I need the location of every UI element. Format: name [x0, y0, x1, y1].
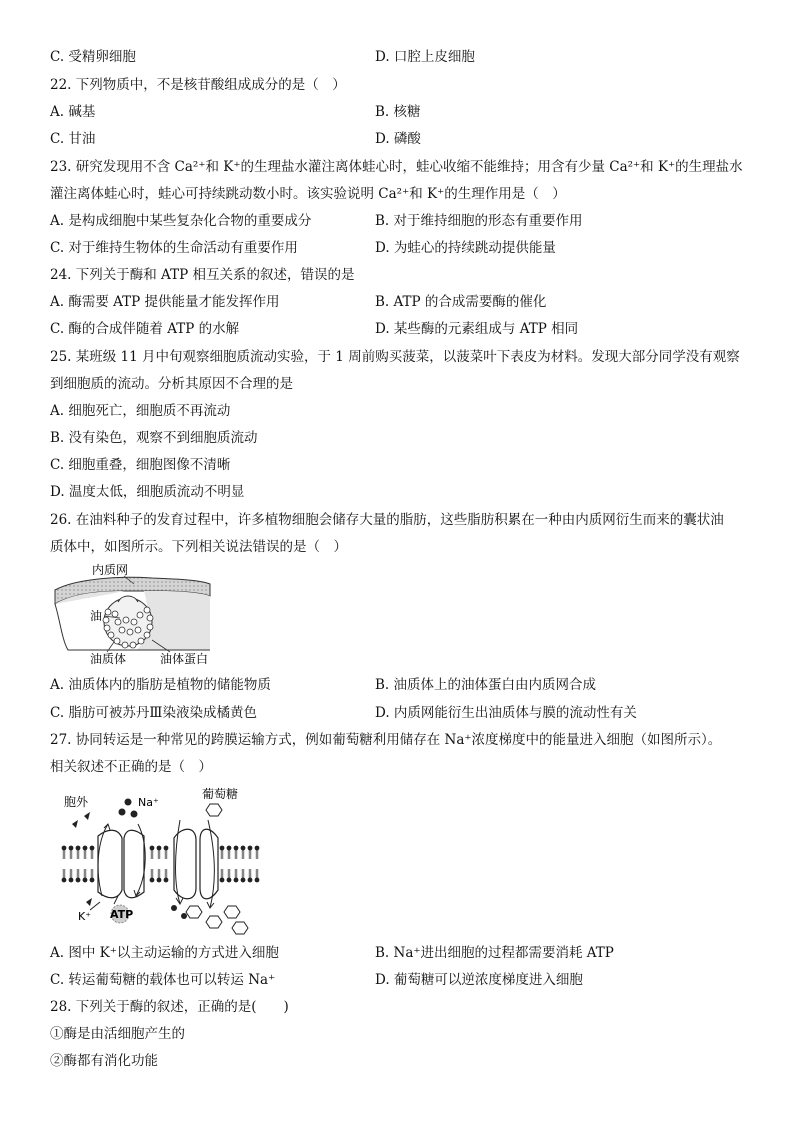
- q23-stem-line2: 灌注离体蛙心时，蛙心可持续跳动数小时。该实验说明 Ca²⁺和 K⁺的生理作用是（ ）: [50, 186, 566, 202]
- q24-option-a: A. 酶需要 ATP 提供能量才能发挥作用: [50, 294, 280, 310]
- label-glucose: 葡萄糖: [202, 787, 239, 801]
- label-na: Na⁺: [138, 796, 159, 809]
- label-er: 内质网: [92, 563, 129, 577]
- q22-option-a: A. 碱基: [50, 104, 96, 120]
- cotransport-diagram: [56, 784, 278, 936]
- label-atp: ATP: [110, 908, 134, 921]
- q28-stem: 28. 下列关于酶的叙述，正确的是( ): [50, 999, 289, 1015]
- membrane-bottom-leaflet: [62, 869, 260, 882]
- q26-option-b: B. 油质体上的油体蛋白由内质网合成: [375, 677, 597, 693]
- q24-option-b: B. ATP 的合成需要酶的催化: [375, 294, 547, 310]
- q27-stem-line2: 相关叙述不正确的是（ ）: [50, 759, 212, 775]
- q25-stem-line1: 25. 某班级 11 月中旬观察细胞质流动实验，于 1 周前购买菠菜，以菠菜叶下表皮为材料。发现大部分同学没有观察: [50, 349, 740, 365]
- label-k: K⁺: [78, 910, 92, 923]
- q26-option-d: D. 内质网能衍生出油质体与膜的流动性有关: [375, 705, 637, 721]
- na-k-pump: [98, 830, 144, 898]
- label-oil-body: 油质体: [90, 652, 127, 666]
- q24-stem: 24. 下列关于酶和 ATP 相互关系的叙述，错误的是: [50, 267, 355, 283]
- q26-stem-line1: 26. 在油料种子的发育过程中，许多植物细胞会储存大量的脂肪，这些脂肪积累在一种由内质网衍生而来的囊状油: [50, 512, 724, 528]
- q22-stem: 22. 下列物质中，不是核苷酸组成成分的是（ ）: [50, 77, 346, 93]
- q24-option-d: D. 某些酶的元素组成与 ATP 相同: [375, 321, 579, 337]
- q27-option-b: B. Na⁺进出细胞的过程都需要消耗 ATP: [375, 945, 614, 961]
- q25-option-a: A. 细胞死亡，细胞质不再流动: [50, 403, 231, 419]
- q25-option-c: C. 细胞重叠，细胞图像不清晰: [50, 457, 231, 473]
- label-oil-protein: 油体蛋白: [160, 652, 209, 666]
- q23-stem-line1: 23. 研究发现用不含 Ca²⁺和 K⁺的生理盐水灌注离体蛙心时，蛙心收缩不能维持；用含有少量 Ca²⁺和 K⁺的生理盐水: [50, 159, 743, 175]
- na-ions-outside: [119, 799, 138, 818]
- q26-stem-line2: 质体中，如图所示。下列相关说法错误的是（ ）: [50, 539, 347, 555]
- q27-option-c: C. 转运葡萄糖的载体也可以转运 Na⁺: [50, 972, 276, 988]
- q22-option-d: D. 磷酸: [375, 131, 421, 147]
- q27-stem-line1: 27. 协同转运是一种常见的跨膜运输方式，例如葡萄糖利用储存在 Na⁺浓度梯度中的能量进入细胞（如图所示）。: [50, 732, 722, 748]
- q28-statement-1: ①酶是由活细胞产生的: [50, 1026, 185, 1042]
- q25-option-b: B. 没有染色，观察不到细胞质流动: [50, 430, 258, 446]
- na-ions-inside: [171, 905, 187, 919]
- q23-option-d: D. 为蛙心的持续跳动提供能量: [375, 240, 556, 256]
- q25-option-d: D. 温度太低，细胞质流动不明显: [50, 484, 245, 500]
- q27-option-a: A. 图中 K⁺以主动运输的方式进入细胞: [50, 945, 279, 961]
- q28-statement-2: ②酶都有消化功能: [50, 1053, 158, 1069]
- q25-stem-line2: 到细胞质的流动。分析其原因不合理的是: [50, 376, 293, 392]
- q26-option-a: A. 油质体内的脂肪是植物的储能物质: [50, 677, 271, 693]
- q23-option-c: C. 对于维持生物体的生命活动有重要作用: [50, 240, 298, 256]
- label-oil: 油: [90, 609, 103, 623]
- q22-option-b: B. 核糖: [375, 104, 421, 120]
- q23-option-a: A. 是构成细胞中某些复杂化合物的重要成分: [50, 213, 312, 229]
- q24-option-c: C. 酶的合成伴随着 ATP 的水解: [50, 321, 240, 337]
- q21-option-d: D. 口腔上皮细胞: [375, 49, 475, 65]
- q26-option-c: C. 脂肪可被苏丹Ⅲ染液染成橘黄色: [50, 705, 257, 721]
- oil-body-diagram: [52, 560, 214, 668]
- q23-option-b: B. 对于维持细胞的形态有重要作用: [375, 213, 583, 229]
- q21-option-c: C. 受精卵细胞: [50, 49, 136, 65]
- q27-option-d: D. 葡萄糖可以逆浓度梯度进入细胞: [375, 972, 583, 988]
- k-ions: [72, 812, 92, 906]
- label-outside: 胞外: [64, 795, 89, 809]
- q22-option-c: C. 甘油: [50, 131, 96, 147]
- membrane-top-leaflet: [62, 846, 260, 859]
